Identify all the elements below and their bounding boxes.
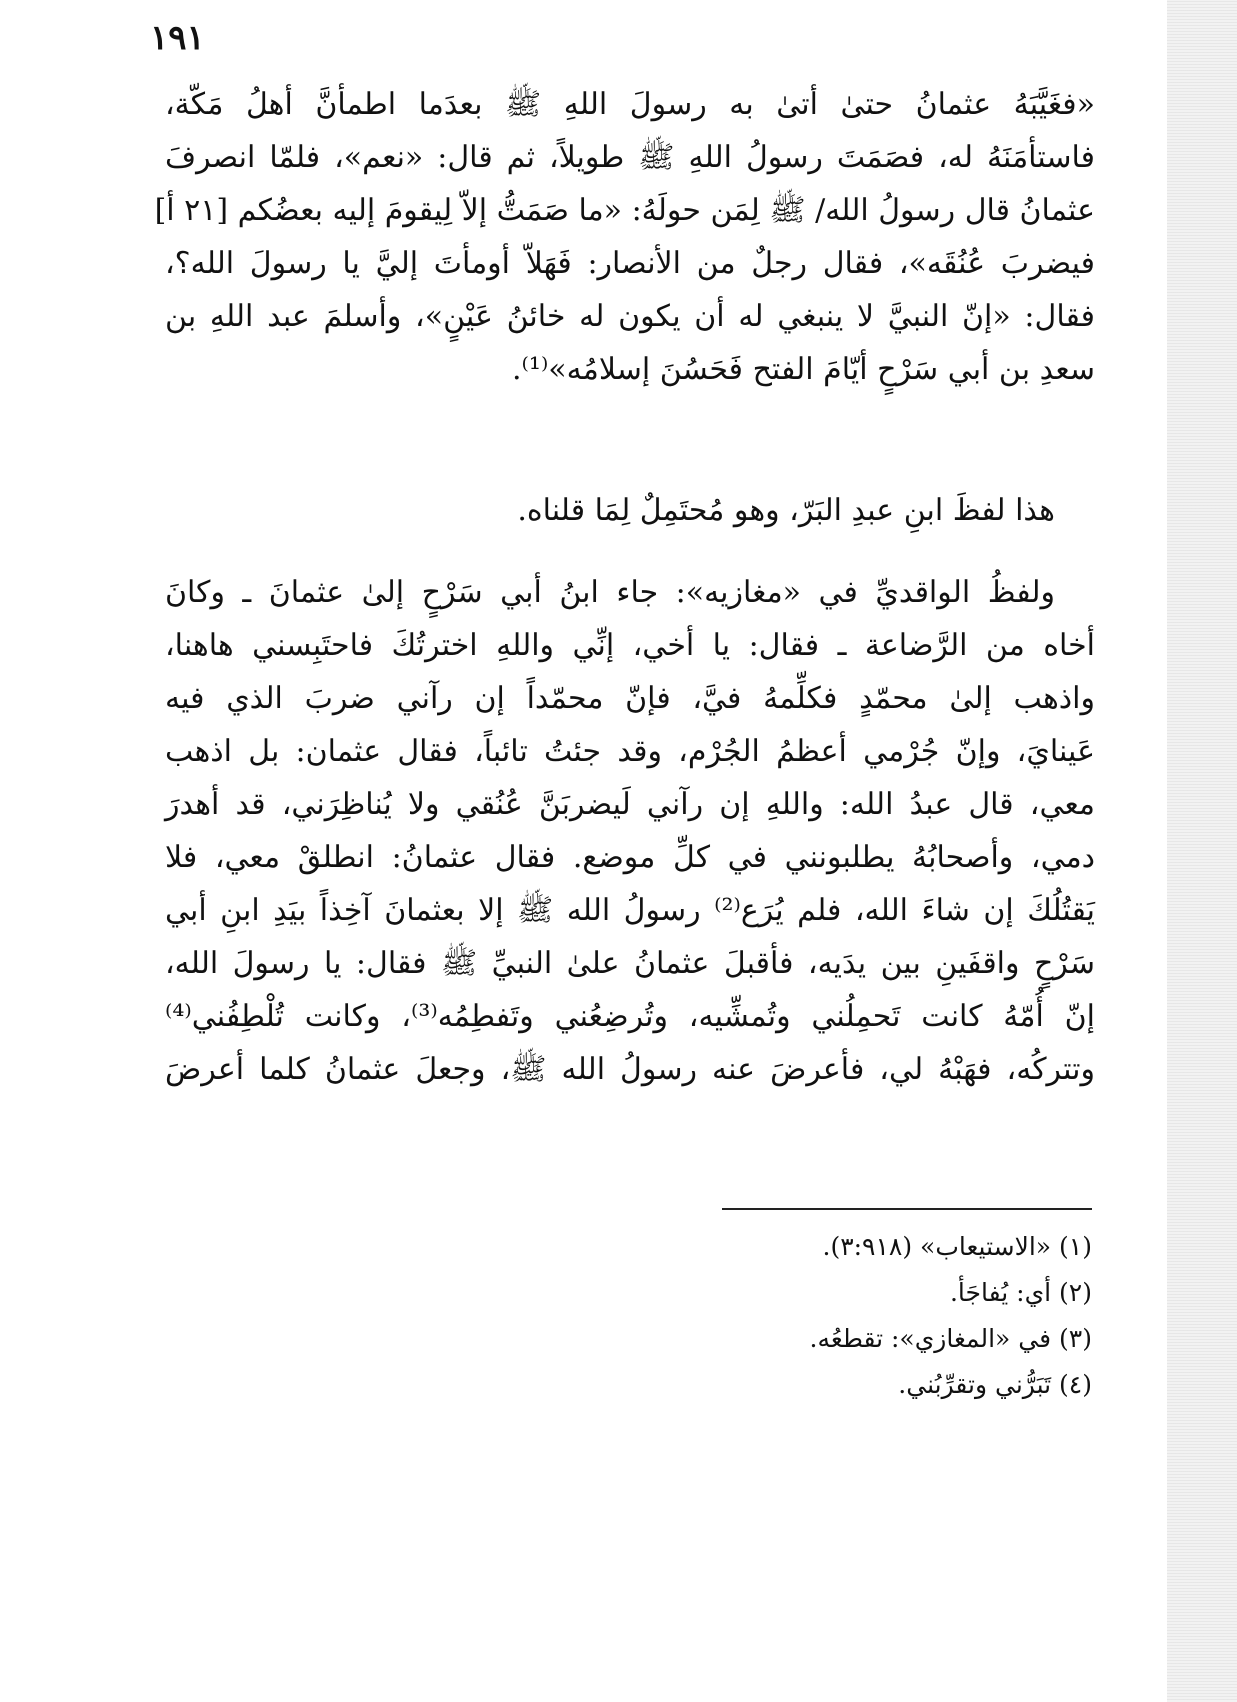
text-line: يَقتُلُكَ إن شاءَ الله، فلم يُرَع⁽²⁾ رسولُ الله ﷺ إلا بعثمانَ آخِذاً بيَدِ ابنِ أبي xyxy=(165,893,1095,928)
footnote-3: (٣) في «المغازي»: تقطعُه. xyxy=(809,1324,1092,1353)
text-line: فقال: «إنّ النبيَّ لا ينبغي له أن يكون له خائنُ عَيْنٍ»، وأسلمَ عبد اللهِ بن xyxy=(165,299,1095,334)
text-line: أخاه من الرَّضاعة ـ فقال: يا أخي، إنِّي واللهِ اخترتُكَ فاحتَبِسني هاهنا، xyxy=(165,628,1095,663)
text-line: فيضربَ عُنُقَه»، فقال رجلٌ من الأنصار: فَهَلاّ أومأتَ إليَّ يا رسولَ الله؟، xyxy=(165,246,1095,281)
text-line: إنّ أُمّهُ كانت تَحمِلُني وتُمشِّيه، وتُرضِعُني وتَفطِمُه⁽³⁾، وكانت تُلْطِفُني⁽⁴⁾ xyxy=(165,999,1095,1034)
scan-edge-shadow xyxy=(1167,0,1237,1702)
text-line: معي، قال عبدُ الله: واللهِ إن رآني لَيضربَنَّ عُنُقي ولا يُناظِرَني، قد أهدرَ xyxy=(165,787,1095,822)
footnotes xyxy=(810,1224,1092,1408)
text-line: سَرْحٍ واقفَينِ بين يدَيه، فأقبلَ عثمانُ علىٰ النبيِّ ﷺ فقال: يا رسولَ الله، xyxy=(165,946,1095,981)
footnote-4: (٤) تَبَرُّني وتقرِّبُني. xyxy=(898,1370,1092,1399)
text-line: عَينايَ، وإنّ جُرْمي أعظمُ الجُرْم، وقد جئتُ تائباً، فقال عثمان: بل اذهب xyxy=(165,734,1095,769)
text-line: هذا لفظَ ابنِ عبدِ البَرّ، وهو مُحتَمِلٌ لِمَا قلناه. xyxy=(517,493,1055,528)
page-number: ١٩١ xyxy=(150,18,205,58)
footnote-1: (١) «الاستيعاب» (٣:٩١٨). xyxy=(822,1232,1092,1261)
text-line: عثمانُ قال رسولُ الله/ ﷺ لِمَن حولَهُ: «ما صَمَتُّ إلاّ لِيقومَ إليه بعضُكم [٢١ أ] xyxy=(154,193,1095,228)
text-line: سعدِ بن أبي سَرْحٍ أيّامَ الفتح فَحَسُنَ إسلامُه»⁽¹⁾. xyxy=(512,352,1095,387)
footnote-2: (٢) أي: يُفاجَأ. xyxy=(949,1278,1092,1307)
text-line: ولفظُ الواقديِّ في «مغازيه»: جاء ابنُ أبي سَرْحٍ إلىٰ عثمانَ ـ وكانَ xyxy=(165,575,1055,610)
text-line: دمي، وأصحابُهُ يطلبونني في كلِّ موضع. فقال عثمانُ: انطلقْ معي، فلا xyxy=(165,840,1095,875)
paragraph-2 xyxy=(165,484,1095,537)
text-line: واذهب إلىٰ محمّدٍ فكلِّمهُ فيَّ، فإنّ محمّداً إن رآني ضربَ الذي فيه xyxy=(165,681,1095,716)
text-line: وتتركُه، فهَبْهُ لي، فأعرضَ عنه رسولُ الله ﷺ، وجعلَ عثمانُ كلما أعرضَ xyxy=(165,1052,1095,1087)
paragraph-1 xyxy=(154,78,1095,396)
text-line: فاستأمَنَهُ له، فصَمَتَ رسولُ اللهِ ﷺ طويلاً، ثم قال: «نعم»، فلمّا انصرفَ xyxy=(165,140,1095,175)
paragraph-3 xyxy=(165,566,1095,1096)
footnote-divider xyxy=(722,1208,1092,1210)
text-line: «فغَيَّبَهُ عثمانُ حتىٰ أتىٰ به رسولَ اللهِ ﷺ بعدَما اطمأنَّ أهلُ مَكّة، xyxy=(165,87,1095,122)
